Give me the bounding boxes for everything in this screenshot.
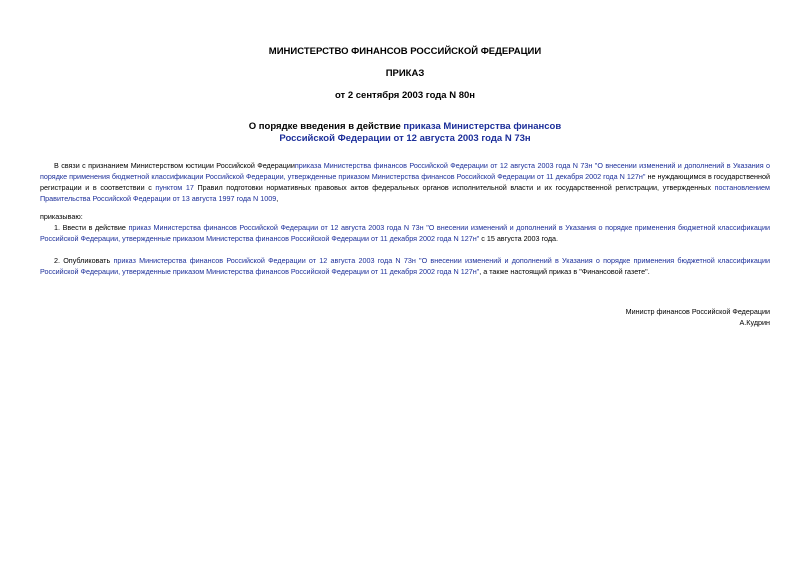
ministry-heading: МИНИСТЕРСТВО ФИНАНСОВ РОССИЙСКОЙ ФЕДЕРАЦИИ	[268, 46, 542, 57]
item2-link-order-73n[interactable]: приказ Министерства финансов Российской Федерации от 12 августа 2003 года N 73н "О внесении изменений и дополнений в Указания о порядке применения бюджетной классификации Российской Федерации, утвержденные приказом Министерства финансов Российской Федерации от 11 декабря 2002 года N 127н"	[40, 256, 770, 276]
preamble-link-resolution-1009[interactable]: постановлением Правительства Российской Федерации от 13 августа 1997 года N 1009	[40, 183, 770, 203]
preamble-text-2: не нуждающимся в государственной регистрации и в соответствии с	[40, 172, 770, 192]
signature-position: Министр финансов Российской Федерации	[625, 307, 770, 316]
preamble-link-point-17[interactable]: пунктом 17	[155, 183, 194, 192]
document-type: ПРИКАЗ	[385, 68, 425, 79]
signature-name: А.Кудрин	[739, 318, 770, 327]
order-item-1	[40, 222, 770, 244]
item2-text-1: 2. Опубликовать	[54, 256, 114, 265]
order-item-2	[40, 255, 770, 277]
title-prefix: О порядке введения в действие	[248, 121, 404, 132]
title-link-line2[interactable]: Российской Федерации от 12 августа 2003 года N 73н	[279, 133, 531, 144]
order-word: приказываю:	[40, 212, 83, 221]
item2-text-2: , а также настоящий приказ в "Финансовой газете".	[479, 267, 650, 276]
document-title	[40, 121, 770, 145]
document-date-number: от 2 сентября 2003 года N 80н	[334, 90, 476, 101]
preamble-text-4: ,	[276, 194, 279, 203]
title-link-line1[interactable]: приказа Министерства финансов	[403, 121, 562, 132]
item1-text-2: с 15 августа 2003 года.	[479, 234, 559, 243]
preamble-paragraph	[40, 160, 770, 204]
item1-text-1: 1. Ввести в действие	[54, 223, 129, 232]
preamble-link-order-73n[interactable]: приказа Министерства финансов Российской Федерации от 12 августа 2003 года N 73н "О внесении изменений и дополнений в Указания о порядке применения бюджетной классификации Российской Федерации, утвержденные приказом Министерства финансов Российской Федерации от 11 декабря 2002 года N 127н"	[40, 161, 771, 181]
preamble-text-1: В связи с признанием Министерством юстиции Российской Федерации	[54, 161, 295, 170]
item1-link-order-73n[interactable]: приказ Министерства финансов Российской Федерации от 12 августа 2003 года N 73н "О внесении изменений и дополнений в Указания о порядке применения бюджетной классификации Российской Федерации, утвержденные приказом Министерства финансов Российской Федерации от 11 декабря 2002 года N 127н"	[40, 223, 770, 243]
preamble-text-3: Правил подготовки нормативных правовых актов федеральных органов исполнительной власти и их государственной регистрации, утвержденных	[193, 183, 715, 192]
